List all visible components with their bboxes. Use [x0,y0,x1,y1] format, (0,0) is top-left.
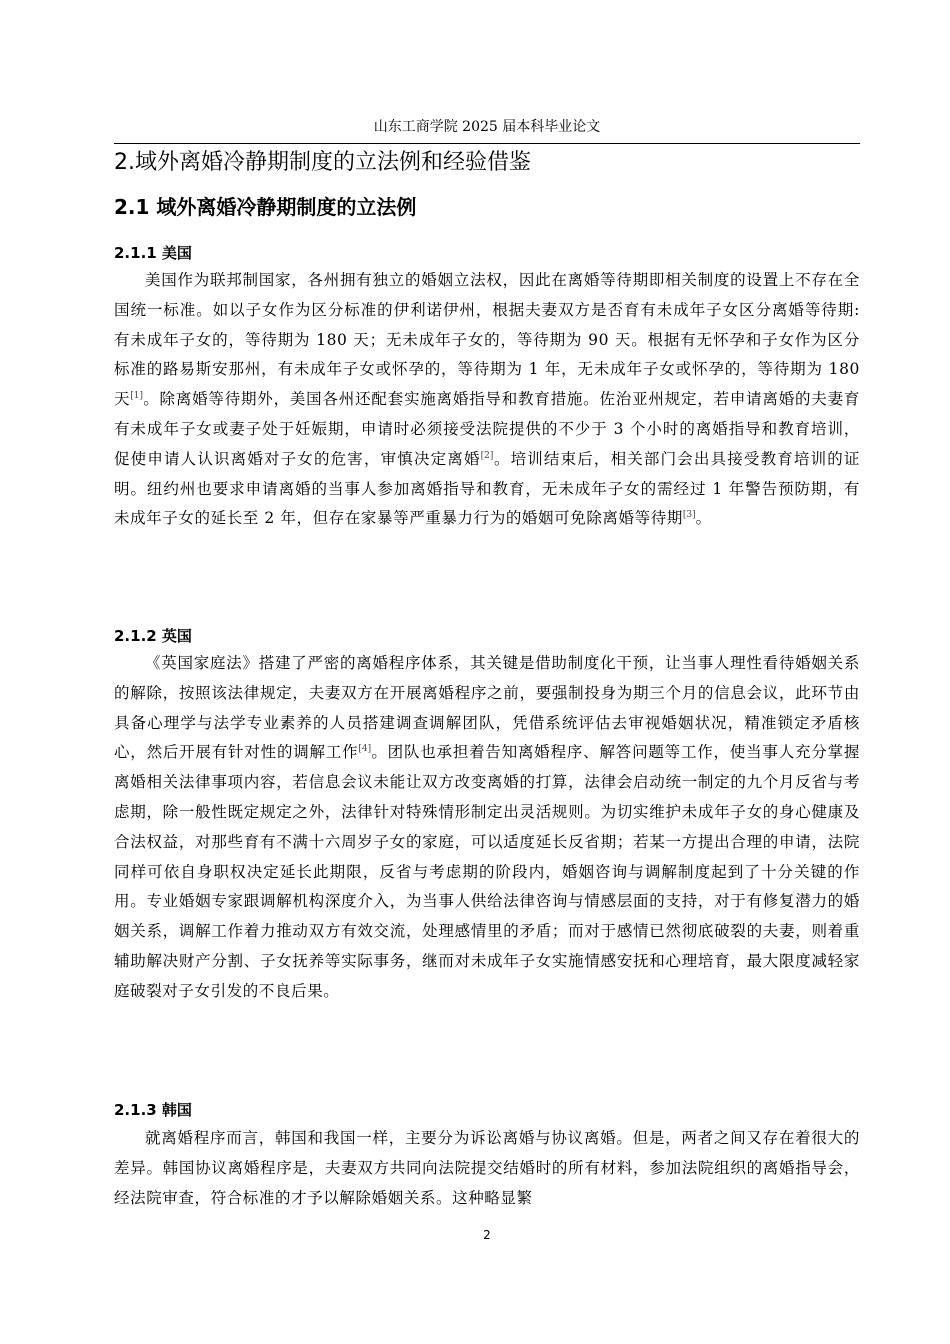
paragraph-uk [114,649,860,1007]
citation-4[interactable]: [4] [358,744,372,755]
running-header: 山东工商学院 2025 届本科毕业论文 [373,119,601,135]
paragraph-usa [114,266,860,534]
subsection-title-usa: 2.1.1 美国 [114,244,192,262]
citation-2[interactable]: [2] [480,450,494,461]
citation-3[interactable]: [3] [682,510,696,521]
uk-text-2: 。团队也承担着告知离婚程序、解答问题等工作，使当事人充分掌握离婚相关法律事项内容，若信息会议未能让双方改变离婚的打算，法律会启动统一制定的九个月反省与考虑期，除一般性既定规定之外，法律针对特殊情形制定出灵活规则。为切实维护未成年子女的身心健康及合法权益，对那些育有不满十六周岁子女的家庭，可以适度延长反省期；若某一方提出合理的申请，法院同样可依自身职权决定延长此期限，反省与考虑期的阶段内，婚姻咨询与调解制度起到了十分关键的作用。专业婚姻专家跟调解机构深度介入，为当事人供给法律咨询与情感层面的支持，对于有修复潜力的婚姻关系，调解工作着力推动双方有效交流，处理感情里的矛盾；而对于感情已然彻底破裂的夫妻，则着重辅助解决财产分割、子女抚养等实际事务，继而对未成年子女实施情感安抚和心理培育，最大限度减轻家庭破裂对子女引发的不良后果。 [114,743,860,1000]
usa-text-1: 美国作为联邦制国家，各州拥有独立的婚姻立法权，因此在离婚等待期即相关制度的设置上不存在全国统一标准。如以子女作为区分标准的伊利诺伊州，根据夫妻双方是否育有未成年子女区分离婚等待期:有未成年子女的，等待期为 180 天；无未成年子女的，等待期为 90 天。根据有无怀孕和子女作为区分标准的路易斯安那州，有未成年子女或怀孕的，等待期为 1 年，无未成年子女或怀孕的，等待期为 180 天 [114,271,860,409]
uk-text-1: 《英国家庭法》搭建了严密的离婚程序体系，其关键是借助制度化干预，让当事人理性看待婚姻关系的解除，按照该法律规定，夫妻双方在开展离婚程序之前，要强制投身为期三个月的信息会议，此环节由具备心理学与法学专业素养的人员搭建调查调解团队，凭借系统评估去审视婚姻状况，精准锁定矛盾核心，然后开展有针对性的调解工作 [114,654,860,762]
usa-text-2: 。除离婚等待期外，美国各州还配套实施离婚指导和教育措施。佐治亚州规定，若申请离婚的夫妻育有未成年子女或妻子处于妊娠期，申请时必须接受法院提供的不少于 3 个小时的离婚指导和教育培训，促使申请人认识离婚对子女的危害，审慎决定离婚 [114,390,860,468]
usa-text-3: 。培训结束后，相关部门会出具接受教育培训的证明。纽约州也要求申请离婚的当事人参加离婚指导和教育，无未成年子女的需经过 1 年警告预防期，有未成年子女的延长至 2 年，但存在家暴等严重暴力行为的婚姻可免除离婚等待期 [114,449,860,528]
subsection-title-uk: 2.1.2 英国 [114,627,192,645]
paragraph-korea: 就离婚程序而言，韩国和我国一样，主要分为诉讼离婚与协议离婚。但是，两者之间又存在着很大的差异。韩国协议离婚程序是，夫妻双方共同向法院提交结婚时的所有材料，参加法院组织的离婚指导会，经法院审查，符合标准的才予以解除婚姻关系。这种略显繁 [114,1129,860,1207]
citation-1[interactable]: [1] [130,391,144,402]
header-rule [114,143,860,144]
subsection-title-korea: 2.1.3 韩国 [114,1101,192,1119]
chapter-title: 2.域外离婚冷静期制度的立法例和经验借鉴 [114,150,531,175]
usa-text-4: 。 [695,509,712,528]
page-number: 2 [483,1228,491,1242]
section-title: 2.1 域外离婚冷静期制度的立法例 [114,195,417,219]
